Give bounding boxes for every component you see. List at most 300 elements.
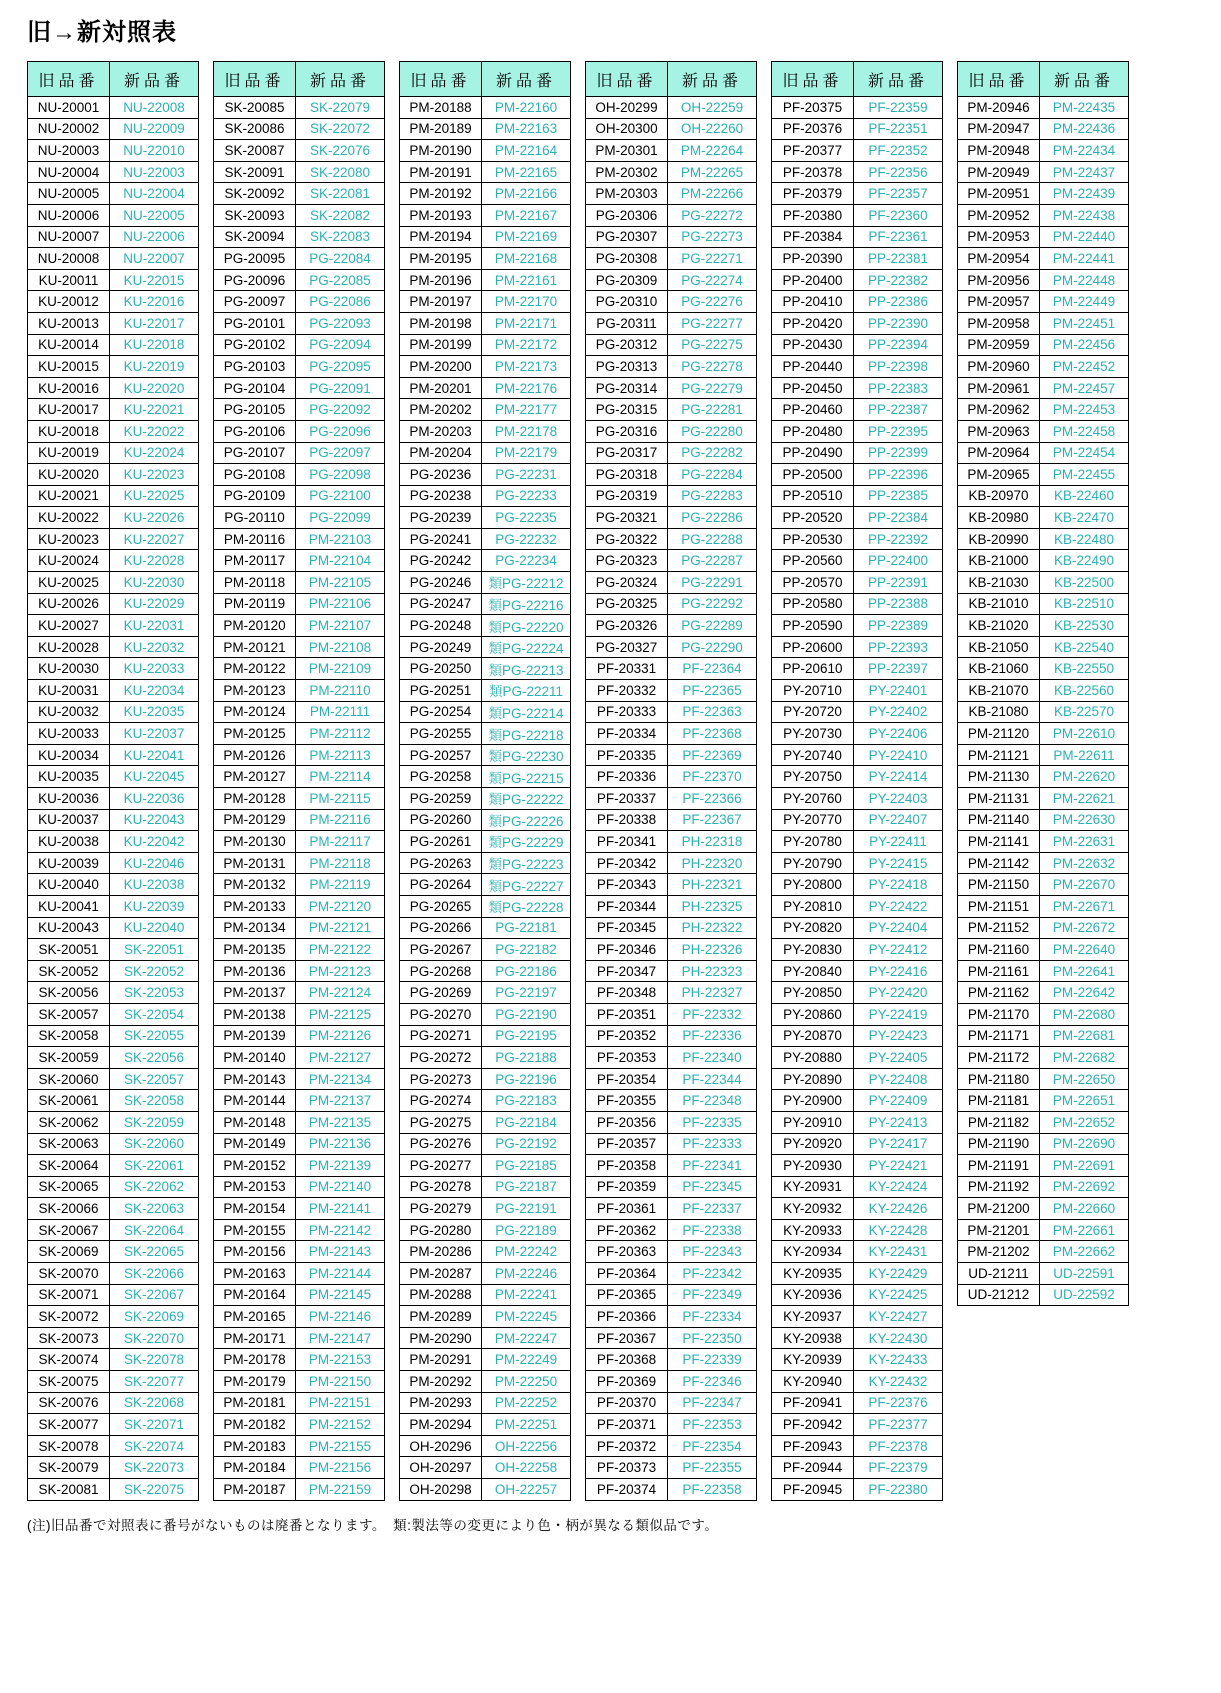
table-row — [28, 1155, 199, 1177]
new-part-cell: PM-22107 — [296, 615, 385, 637]
table-row — [586, 831, 757, 853]
table-row — [586, 1457, 757, 1479]
old-part-cell: PG-20250 — [400, 658, 482, 680]
new-part-cell: PM-22441 — [1040, 248, 1129, 270]
new-part-cell: PM-22631 — [1040, 831, 1129, 853]
table-row — [772, 1133, 943, 1155]
old-part-cell: PP-20460 — [772, 399, 854, 421]
old-part-cell: PG-20255 — [400, 723, 482, 745]
old-part-cell: KU-20032 — [28, 701, 110, 723]
old-part-cell: PM-20122 — [214, 658, 296, 680]
new-part-cell: PH-22320 — [668, 852, 757, 874]
table-row — [400, 1003, 571, 1025]
old-part-cell: KU-20022 — [28, 507, 110, 529]
old-part-cell: PM-20190 — [400, 140, 482, 162]
table-row — [214, 939, 385, 961]
table-row — [958, 1111, 1129, 1133]
old-part-cell: PG-20319 — [586, 485, 668, 507]
old-part-cell: SK-20064 — [28, 1155, 110, 1177]
new-part-cell: PP-22391 — [854, 572, 943, 594]
old-part-cell: PG-20241 — [400, 528, 482, 550]
old-part-cell: KU-20013 — [28, 312, 110, 334]
table-row — [586, 442, 757, 464]
new-part-cell: PM-22620 — [1040, 766, 1129, 788]
footnote: (注)旧品番で対照表に番号がないものは廃番となります。 類:製法等の変更により色・柄が異なる類似品です。 — [27, 1517, 719, 1533]
table-row — [772, 831, 943, 853]
table-row — [400, 356, 571, 378]
table-row — [214, 766, 385, 788]
table-row — [772, 1047, 943, 1069]
new-part-cell: PM-22114 — [296, 766, 385, 788]
old-part-cell: PG-20266 — [400, 917, 482, 939]
old-part-cell: PM-21152 — [958, 917, 1040, 939]
table-row — [400, 334, 571, 356]
new-part-cell: KY-22429 — [854, 1263, 943, 1285]
table-row — [28, 291, 199, 313]
old-part-cell: PM-20128 — [214, 788, 296, 810]
old-part-cell: PM-20188 — [400, 97, 482, 119]
new-part-cell: PM-22127 — [296, 1047, 385, 1069]
table-row — [958, 809, 1129, 831]
new-part-cell: PM-22640 — [1040, 939, 1129, 961]
old-part-cell: PM-20289 — [400, 1306, 482, 1328]
new-part-cell: PM-22145 — [296, 1284, 385, 1306]
new-part-cell: PM-22440 — [1040, 226, 1129, 248]
table-row — [28, 528, 199, 550]
new-part-cell: KB-22470 — [1040, 507, 1129, 529]
old-part-cell: PP-20600 — [772, 636, 854, 658]
table-row — [28, 1241, 199, 1263]
table-row — [400, 788, 571, 810]
table-row — [400, 939, 571, 961]
old-part-cell: PG-20306 — [586, 204, 668, 226]
new-part-cell: PP-22381 — [854, 248, 943, 270]
table-row — [214, 1025, 385, 1047]
new-part-cell: PG-22084 — [296, 248, 385, 270]
old-part-cell: PG-20249 — [400, 636, 482, 658]
table-row — [214, 1349, 385, 1371]
new-part-cell: PY-22404 — [854, 917, 943, 939]
new-part-cell: PY-22417 — [854, 1133, 943, 1155]
new-part-cell: PP-22397 — [854, 658, 943, 680]
old-part-cell: KB-21060 — [958, 658, 1040, 680]
old-part-cell: KY-20940 — [772, 1371, 854, 1393]
new-part-cell: PG-22096 — [296, 420, 385, 442]
table-row — [772, 1327, 943, 1349]
old-part-cell: PG-20239 — [400, 507, 482, 529]
old-part-cell: PG-20254 — [400, 701, 482, 723]
new-part-cell: PM-22161 — [482, 269, 571, 291]
old-part-cell: PY-20900 — [772, 1090, 854, 1112]
new-part-cell: PG-22100 — [296, 485, 385, 507]
table-row — [400, 1219, 571, 1241]
new-part-cell: 類PG-22220 — [482, 615, 571, 637]
old-part-cell: PM-21201 — [958, 1219, 1040, 1241]
new-part-cell: KB-22560 — [1040, 680, 1129, 702]
new-part-cell: PG-22289 — [668, 615, 757, 637]
new-part-cell: 類PG-22213 — [482, 658, 571, 680]
table-row — [586, 1306, 757, 1328]
table-body — [214, 97, 385, 1501]
table-row — [958, 420, 1129, 442]
new-part-cell: SK-22081 — [296, 183, 385, 205]
old-part-cell: PM-20125 — [214, 723, 296, 745]
old-part-cell: PM-20303 — [586, 183, 668, 205]
table-row — [586, 1284, 757, 1306]
new-part-cell: SK-22077 — [110, 1371, 199, 1393]
old-part-cell: KU-20043 — [28, 917, 110, 939]
header-row — [772, 62, 943, 97]
old-part-cell: PG-20317 — [586, 442, 668, 464]
old-part-cell: PG-20097 — [214, 291, 296, 313]
new-part-cell: PM-22453 — [1040, 399, 1129, 421]
new-part-cell: SK-22062 — [110, 1176, 199, 1198]
old-part-cell: PF-20369 — [586, 1371, 668, 1393]
new-part-cell: PF-22343 — [668, 1241, 757, 1263]
new-part-cell: PG-22186 — [482, 960, 571, 982]
old-part-cell: PY-20880 — [772, 1047, 854, 1069]
table-row — [28, 204, 199, 226]
old-part-cell: PM-20191 — [400, 161, 482, 183]
old-part-cell: PF-20345 — [586, 917, 668, 939]
table-row — [772, 982, 943, 1004]
table-row — [586, 1479, 757, 1501]
old-part-cell: KU-20027 — [28, 615, 110, 637]
new-part-cell: PM-22141 — [296, 1198, 385, 1220]
old-part-cell: KU-20030 — [28, 658, 110, 680]
new-part-cell: PM-22457 — [1040, 377, 1129, 399]
old-part-cell: PM-20198 — [400, 312, 482, 334]
old-part-cell: PP-20520 — [772, 507, 854, 529]
old-part-cell: PG-20269 — [400, 982, 482, 1004]
table-row — [958, 615, 1129, 637]
table-row — [400, 1047, 571, 1069]
new-part-cell: PM-22136 — [296, 1133, 385, 1155]
table-row — [586, 1349, 757, 1371]
new-part-cell: PG-22190 — [482, 1003, 571, 1025]
new-part-cell: PY-22421 — [854, 1155, 943, 1177]
table-row — [28, 895, 199, 917]
table-row — [28, 377, 199, 399]
table-row — [214, 960, 385, 982]
table-row — [214, 1284, 385, 1306]
part-number-table — [213, 61, 385, 1501]
new-part-cell: KY-22428 — [854, 1219, 943, 1241]
new-part-cell: SK-22076 — [296, 140, 385, 162]
table-row — [586, 1068, 757, 1090]
table-row — [958, 1241, 1129, 1263]
old-part-cell: PG-20264 — [400, 874, 482, 896]
table-row — [958, 204, 1129, 226]
new-part-cell: KB-22500 — [1040, 572, 1129, 594]
table-row — [958, 485, 1129, 507]
old-part-cell: OH-20298 — [400, 1479, 482, 1501]
old-part-cell: PG-20258 — [400, 766, 482, 788]
new-part-cell: PF-22335 — [668, 1111, 757, 1133]
table-row — [28, 917, 199, 939]
table-row — [28, 140, 199, 162]
table-row — [400, 1025, 571, 1047]
new-part-cell: PG-22095 — [296, 356, 385, 378]
old-part-cell: PG-20251 — [400, 680, 482, 702]
old-part-cell: PM-20154 — [214, 1198, 296, 1220]
table-row — [214, 312, 385, 334]
table-row — [772, 615, 943, 637]
new-part-cell: PG-22091 — [296, 377, 385, 399]
table-row — [586, 507, 757, 529]
table-row — [400, 485, 571, 507]
old-part-cell: KU-20040 — [28, 874, 110, 896]
new-part-cell: SK-22051 — [110, 939, 199, 961]
table-row — [772, 1263, 943, 1285]
old-part-cell: PF-20368 — [586, 1349, 668, 1371]
old-part-cell: PF-20337 — [586, 788, 668, 810]
old-part-cell: PG-20280 — [400, 1219, 482, 1241]
old-part-cell: PG-20274 — [400, 1090, 482, 1112]
old-part-cell: PP-20440 — [772, 356, 854, 378]
table-row — [586, 485, 757, 507]
new-part-cell: PG-22086 — [296, 291, 385, 313]
table-row — [214, 636, 385, 658]
table-row — [958, 226, 1129, 248]
old-part-cell: PG-20273 — [400, 1068, 482, 1090]
new-part-cell: PP-22386 — [854, 291, 943, 313]
old-part-cell: PM-20958 — [958, 312, 1040, 334]
old-part-cell: PM-20956 — [958, 269, 1040, 291]
old-part-cell: PY-20910 — [772, 1111, 854, 1133]
new-part-cell: PM-22690 — [1040, 1133, 1129, 1155]
new-part-cell: 類PG-22229 — [482, 831, 571, 853]
new-part-cell: KB-22510 — [1040, 593, 1129, 615]
table-row — [400, 399, 571, 421]
new-part-cell: PF-22378 — [854, 1435, 943, 1457]
table-row — [958, 356, 1129, 378]
table-row — [958, 593, 1129, 615]
table-row — [772, 593, 943, 615]
old-part-cell: PM-20948 — [958, 140, 1040, 162]
old-part-cell: KU-20020 — [28, 464, 110, 486]
table-row — [586, 766, 757, 788]
old-part-header: 旧品番 — [958, 62, 1040, 97]
new-part-cell: PM-22249 — [482, 1349, 571, 1371]
old-part-cell: SK-20093 — [214, 204, 296, 226]
table-row — [214, 744, 385, 766]
old-part-cell: OH-20297 — [400, 1457, 482, 1479]
old-part-cell: PM-21121 — [958, 744, 1040, 766]
table-row — [958, 939, 1129, 961]
old-part-cell: PG-20104 — [214, 377, 296, 399]
new-part-cell: PF-22349 — [668, 1284, 757, 1306]
new-part-cell: PM-22455 — [1040, 464, 1129, 486]
table-row — [586, 399, 757, 421]
table-row — [772, 701, 943, 723]
table-row — [400, 420, 571, 442]
new-part-cell: KY-22432 — [854, 1371, 943, 1393]
table-row — [214, 1133, 385, 1155]
new-part-cell: SK-22063 — [110, 1198, 199, 1220]
new-part-cell: PM-22452 — [1040, 356, 1129, 378]
table-row — [772, 852, 943, 874]
old-part-cell: PM-20133 — [214, 895, 296, 917]
old-part-cell: SK-20069 — [28, 1241, 110, 1263]
old-part-cell: PM-20187 — [214, 1479, 296, 1501]
new-part-cell: SK-22075 — [110, 1479, 199, 1501]
new-part-cell: PG-22232 — [482, 528, 571, 550]
old-part-cell: PG-20260 — [400, 809, 482, 831]
table-row — [28, 356, 199, 378]
old-part-cell: SK-20077 — [28, 1414, 110, 1436]
part-number-table — [585, 61, 757, 1501]
old-part-cell: PF-20367 — [586, 1327, 668, 1349]
table-row — [772, 1219, 943, 1241]
old-part-cell: NU-20002 — [28, 118, 110, 140]
new-part-cell: PY-22420 — [854, 982, 943, 1004]
new-part-cell: PF-22368 — [668, 723, 757, 745]
table-row — [28, 269, 199, 291]
new-part-cell: PG-22191 — [482, 1198, 571, 1220]
old-part-cell: KU-20038 — [28, 831, 110, 853]
new-part-cell: PM-22671 — [1040, 895, 1129, 917]
new-part-cell: PM-22454 — [1040, 442, 1129, 464]
old-part-cell: PG-20276 — [400, 1133, 482, 1155]
table-row — [772, 1025, 943, 1047]
new-part-cell: PP-22396 — [854, 464, 943, 486]
new-part-cell: PM-22179 — [482, 442, 571, 464]
new-part-cell: PM-22436 — [1040, 118, 1129, 140]
new-part-cell: PF-22341 — [668, 1155, 757, 1177]
old-part-cell: PM-20119 — [214, 593, 296, 615]
new-part-cell: KB-22460 — [1040, 485, 1129, 507]
old-part-cell: KU-20039 — [28, 852, 110, 874]
table-row — [400, 1327, 571, 1349]
old-part-cell: PY-20860 — [772, 1003, 854, 1025]
old-part-cell: PF-20341 — [586, 831, 668, 853]
new-part-cell: PY-22418 — [854, 874, 943, 896]
table-row — [958, 248, 1129, 270]
new-part-cell: PM-22621 — [1040, 788, 1129, 810]
old-part-cell: PM-20202 — [400, 399, 482, 421]
table-row — [772, 1306, 943, 1328]
new-part-cell: PG-22278 — [668, 356, 757, 378]
old-part-cell: KU-20026 — [28, 593, 110, 615]
table-row — [958, 1090, 1129, 1112]
old-part-cell: KU-20024 — [28, 550, 110, 572]
old-part-cell: PG-20096 — [214, 269, 296, 291]
new-part-cell: KU-22034 — [110, 680, 199, 702]
old-part-cell: KU-20036 — [28, 788, 110, 810]
table-row — [772, 334, 943, 356]
old-part-cell: PG-20318 — [586, 464, 668, 486]
table-row — [958, 161, 1129, 183]
new-part-cell: PM-22682 — [1040, 1047, 1129, 1069]
new-part-cell: PM-22144 — [296, 1263, 385, 1285]
new-part-cell: PY-22409 — [854, 1090, 943, 1112]
old-part-cell: PM-20124 — [214, 701, 296, 723]
old-part-cell: PM-20302 — [586, 161, 668, 183]
table-row — [586, 140, 757, 162]
table-row — [28, 507, 199, 529]
new-part-cell: 類PG-22222 — [482, 788, 571, 810]
table-row — [958, 1263, 1129, 1285]
old-part-cell: SK-20061 — [28, 1090, 110, 1112]
old-part-cell: PF-20334 — [586, 723, 668, 745]
table-row — [214, 1392, 385, 1414]
new-part-cell: PM-22120 — [296, 895, 385, 917]
table-row — [400, 809, 571, 831]
table-row — [28, 1284, 199, 1306]
old-part-cell: PP-20420 — [772, 312, 854, 334]
old-part-cell: PM-20137 — [214, 982, 296, 1004]
old-part-cell: PM-20290 — [400, 1327, 482, 1349]
table-row — [214, 507, 385, 529]
table-row — [28, 183, 199, 205]
new-part-cell: PP-22382 — [854, 269, 943, 291]
old-part-cell: SK-20060 — [28, 1068, 110, 1090]
part-number-table — [771, 61, 943, 1501]
new-part-cell: PM-22246 — [482, 1263, 571, 1285]
new-part-cell: PG-22188 — [482, 1047, 571, 1069]
table-row — [958, 572, 1129, 594]
old-part-cell: PM-20165 — [214, 1306, 296, 1328]
old-part-cell: NU-20008 — [28, 248, 110, 270]
part-number-table — [957, 61, 1129, 1306]
table-row — [586, 852, 757, 874]
old-part-cell: KU-20028 — [28, 636, 110, 658]
old-part-cell: PF-20338 — [586, 809, 668, 831]
old-part-cell: PM-20965 — [958, 464, 1040, 486]
table-row — [772, 1068, 943, 1090]
old-part-cell: PF-20365 — [586, 1284, 668, 1306]
old-part-cell: PM-20291 — [400, 1349, 482, 1371]
old-part-cell: PF-20371 — [586, 1414, 668, 1436]
table-row — [400, 831, 571, 853]
table-row — [400, 183, 571, 205]
table-row — [28, 1479, 199, 1501]
new-part-cell: PY-22416 — [854, 960, 943, 982]
table-row — [400, 680, 571, 702]
old-part-cell: PM-20156 — [214, 1241, 296, 1263]
table-row — [400, 1155, 571, 1177]
new-part-cell: PF-22336 — [668, 1025, 757, 1047]
new-part-cell: KU-22030 — [110, 572, 199, 594]
new-part-cell: KU-22042 — [110, 831, 199, 853]
table-row — [958, 1003, 1129, 1025]
table-row — [586, 464, 757, 486]
table-row — [400, 118, 571, 140]
old-part-cell: PF-20376 — [772, 118, 854, 140]
table-row — [958, 680, 1129, 702]
table-row — [586, 1371, 757, 1393]
new-part-cell: KU-22036 — [110, 788, 199, 810]
old-part-cell: PG-20265 — [400, 895, 482, 917]
new-part-cell: KU-22031 — [110, 615, 199, 637]
old-part-cell: PM-20117 — [214, 550, 296, 572]
new-part-cell: PM-22448 — [1040, 269, 1129, 291]
new-part-cell: KU-22024 — [110, 442, 199, 464]
old-part-cell: PM-20961 — [958, 377, 1040, 399]
old-part-cell: KY-20937 — [772, 1306, 854, 1328]
table-row — [586, 1219, 757, 1241]
table-row — [28, 420, 199, 442]
old-part-cell: PM-20189 — [400, 118, 482, 140]
old-part-cell: PM-21170 — [958, 1003, 1040, 1025]
table-row — [772, 766, 943, 788]
new-part-cell: PP-22387 — [854, 399, 943, 421]
new-part-header: 新品番 — [482, 62, 571, 97]
old-part-cell: PM-20163 — [214, 1263, 296, 1285]
table-row — [28, 1133, 199, 1155]
new-part-cell: PM-22438 — [1040, 204, 1129, 226]
